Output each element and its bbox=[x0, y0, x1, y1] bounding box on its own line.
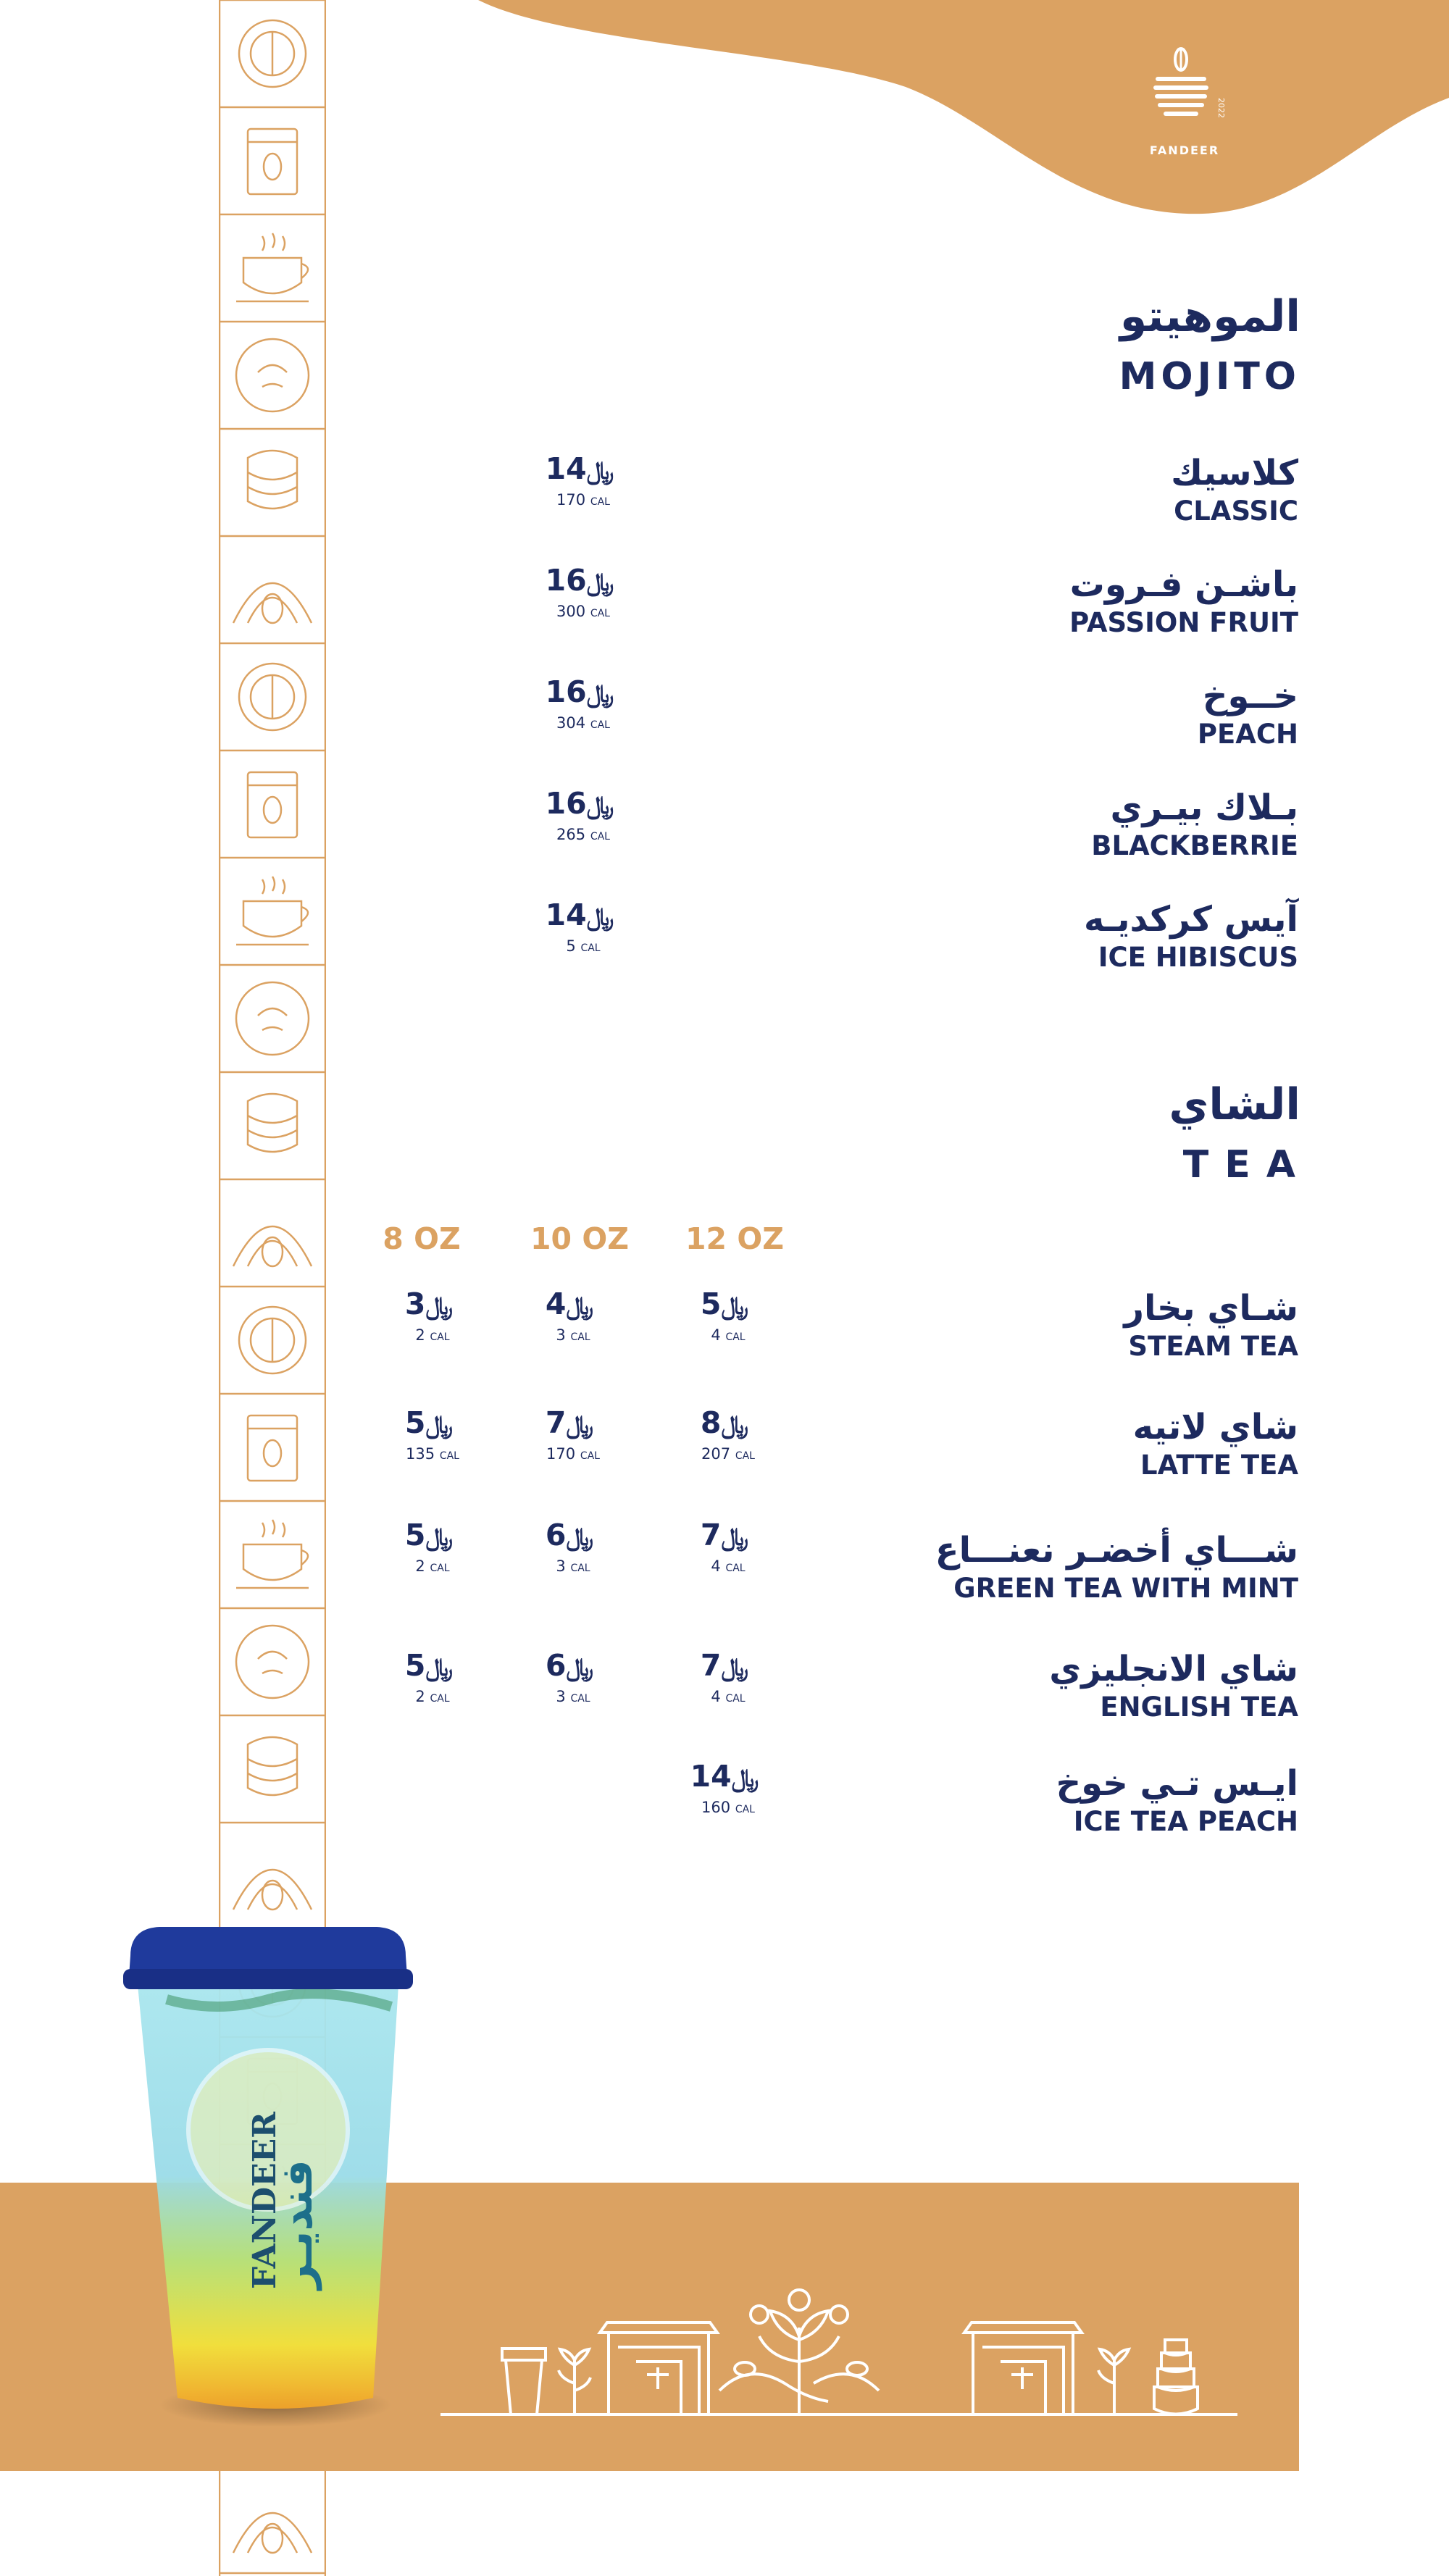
calorie-value: 2 bbox=[415, 1557, 425, 1575]
brand-year: 2022 bbox=[1216, 98, 1226, 118]
price-amount: 16 bbox=[545, 674, 587, 709]
price-amount: 6 bbox=[545, 1518, 567, 1552]
price-tag bbox=[522, 674, 645, 736]
price-amount: 14 bbox=[690, 1759, 732, 1794]
price-tag bbox=[511, 1517, 635, 1579]
tea-item bbox=[1056, 1761, 1298, 1838]
mojito-title-ar: الموهيتو bbox=[1119, 291, 1300, 342]
price-tag bbox=[371, 1286, 494, 1348]
price-amount: 16 bbox=[545, 563, 587, 598]
calorie-value: 300 bbox=[556, 603, 586, 620]
price-amount: 8 bbox=[700, 1405, 722, 1440]
calorie-unit: CAL bbox=[430, 1693, 450, 1705]
riyal-symbol-icon: ﷼ bbox=[721, 1653, 749, 1682]
riyal-symbol-icon: ﷼ bbox=[586, 679, 614, 708]
price-amount: 5 bbox=[404, 1648, 426, 1683]
price-amount: 5 bbox=[404, 1405, 426, 1440]
item-name-ar: بـلاك بيـري bbox=[1110, 787, 1298, 828]
price-tag bbox=[522, 562, 645, 624]
price-tag bbox=[667, 1758, 790, 1820]
calorie-value: 4 bbox=[711, 1326, 721, 1344]
calorie-value: 304 bbox=[556, 714, 586, 732]
calorie-value: 265 bbox=[556, 826, 586, 843]
tea-item bbox=[1133, 1405, 1298, 1481]
calorie-value: 4 bbox=[711, 1557, 721, 1575]
price-amount: 7 bbox=[700, 1648, 722, 1683]
item-name-ar: آيس كركديـه bbox=[1084, 899, 1298, 940]
mojito-item bbox=[1198, 674, 1298, 750]
item-name-ar: باشـن فـروت bbox=[1069, 564, 1298, 605]
item-name-en: CLASSIC bbox=[1174, 495, 1298, 527]
mojito-title-en: MOJITO bbox=[1119, 355, 1300, 398]
riyal-symbol-icon: ﷼ bbox=[566, 1292, 594, 1321]
calorie-value: 5 bbox=[566, 937, 576, 955]
calorie-value: 3 bbox=[556, 1688, 566, 1705]
price-amount: 14 bbox=[545, 898, 587, 932]
calorie-unit: CAL bbox=[725, 1693, 746, 1705]
calorie-unit: CAL bbox=[735, 1450, 755, 1462]
price-tag bbox=[667, 1647, 790, 1710]
riyal-symbol-icon: ﷼ bbox=[731, 1764, 759, 1793]
calorie-unit: CAL bbox=[580, 942, 601, 954]
price-tag bbox=[522, 785, 645, 848]
riyal-symbol-icon: ﷼ bbox=[586, 568, 614, 597]
price-amount: 5 bbox=[700, 1287, 722, 1321]
calorie-value: 4 bbox=[711, 1688, 721, 1705]
item-name-en: ICE TEA PEACH bbox=[1073, 1806, 1298, 1837]
price-tag bbox=[371, 1405, 494, 1467]
calorie-value: 2 bbox=[415, 1326, 425, 1344]
riyal-symbol-icon: ﷼ bbox=[586, 791, 614, 820]
mojito-item bbox=[1084, 897, 1298, 974]
item-name-en: PASSION FRUIT bbox=[1069, 607, 1298, 638]
calorie-value: 3 bbox=[556, 1557, 566, 1575]
calorie-value: 170 bbox=[546, 1445, 576, 1463]
calorie-value: 207 bbox=[701, 1445, 731, 1463]
price-amount: 4 bbox=[545, 1287, 567, 1321]
item-name-en: GREEN TEA WITH MINT bbox=[953, 1573, 1298, 1604]
calorie-unit: CAL bbox=[439, 1450, 459, 1462]
riyal-symbol-icon: ﷼ bbox=[586, 903, 614, 932]
item-name-ar: شـــاي أخضـر نعنـــاع bbox=[935, 1530, 1298, 1571]
tea-title-en: TEA bbox=[1182, 1143, 1311, 1187]
item-name-ar: خــوخ bbox=[1202, 676, 1298, 716]
item-name-en: BLACKBERRIE bbox=[1091, 830, 1298, 861]
price-amount: 7 bbox=[700, 1518, 722, 1552]
calorie-unit: CAL bbox=[580, 1450, 600, 1462]
cafe-line-art-illustration bbox=[440, 2282, 1245, 2423]
calorie-value: 170 bbox=[556, 491, 586, 509]
price-amount: 5 bbox=[404, 1518, 426, 1552]
riyal-symbol-icon: ﷼ bbox=[721, 1523, 749, 1552]
cup-brand-ar: فنديـر bbox=[272, 2159, 322, 2289]
price-amount: 14 bbox=[545, 451, 587, 486]
price-amount: 6 bbox=[545, 1648, 567, 1683]
calorie-unit: CAL bbox=[590, 496, 610, 508]
price-amount: 16 bbox=[545, 786, 587, 821]
price-amount: 3 bbox=[404, 1287, 426, 1321]
price-tag bbox=[511, 1286, 635, 1348]
top-wave-decoration bbox=[0, 0, 1449, 225]
calorie-unit: CAL bbox=[590, 608, 610, 619]
calorie-unit: CAL bbox=[430, 1331, 450, 1343]
calorie-unit: CAL bbox=[430, 1563, 450, 1574]
item-name-en: STEAM TEA bbox=[1128, 1331, 1298, 1362]
item-name-ar: شاي لاتيه bbox=[1132, 1407, 1298, 1447]
cup-logo-icon bbox=[1137, 43, 1232, 138]
riyal-symbol-icon: ﷼ bbox=[586, 456, 614, 485]
tea-item bbox=[1049, 1647, 1298, 1723]
brand-logo bbox=[1137, 43, 1232, 167]
brand-name: FANDEER bbox=[1149, 143, 1220, 157]
item-name-ar: شاي الانجليزي bbox=[1049, 1649, 1298, 1689]
size-header-12oz: 12 OZ bbox=[685, 1221, 784, 1256]
price-tag bbox=[511, 1647, 635, 1710]
calorie-unit: CAL bbox=[570, 1563, 590, 1574]
riyal-symbol-icon: ﷼ bbox=[425, 1523, 454, 1552]
calorie-unit: CAL bbox=[725, 1331, 746, 1343]
size-header-10oz: 10 OZ bbox=[530, 1221, 629, 1256]
mojito-item bbox=[1171, 451, 1298, 527]
mojito-cup-image bbox=[123, 1912, 413, 2434]
calorie-unit: CAL bbox=[725, 1563, 746, 1574]
item-name-ar: ايـس تـي خوخ bbox=[1056, 1763, 1298, 1804]
price-tag bbox=[371, 1647, 494, 1710]
size-header-8oz: 8 OZ bbox=[383, 1221, 461, 1256]
calorie-value: 2 bbox=[415, 1688, 425, 1705]
calorie-value: 160 bbox=[701, 1799, 731, 1816]
item-name-en: ENGLISH TEA bbox=[1100, 1691, 1298, 1723]
price-tag bbox=[522, 897, 645, 959]
cup-brand-en: FANDEER bbox=[246, 2112, 283, 2289]
calorie-unit: CAL bbox=[590, 719, 610, 731]
riyal-symbol-icon: ﷼ bbox=[566, 1653, 594, 1682]
mojito-item bbox=[1069, 562, 1298, 639]
riyal-symbol-icon: ﷼ bbox=[721, 1292, 749, 1321]
item-name-en: PEACH bbox=[1197, 719, 1298, 750]
price-tag bbox=[511, 1405, 635, 1467]
riyal-symbol-icon: ﷼ bbox=[721, 1410, 749, 1439]
mojito-item bbox=[1091, 785, 1298, 862]
item-name-ar: شـاي بخار bbox=[1124, 1288, 1298, 1329]
calorie-unit: CAL bbox=[570, 1331, 590, 1343]
price-tag bbox=[667, 1517, 790, 1579]
riyal-symbol-icon: ﷼ bbox=[566, 1410, 594, 1439]
tea-title-ar: الشاي bbox=[1169, 1079, 1300, 1130]
item-name-en: LATTE TEA bbox=[1140, 1450, 1298, 1481]
calorie-unit: CAL bbox=[590, 831, 610, 842]
price-amount: 7 bbox=[545, 1405, 567, 1440]
riyal-symbol-icon: ﷼ bbox=[425, 1653, 454, 1682]
tea-item bbox=[1124, 1286, 1298, 1363]
price-tag bbox=[667, 1286, 790, 1348]
price-tag bbox=[371, 1517, 494, 1579]
tea-item bbox=[935, 1528, 1298, 1605]
price-tag bbox=[522, 451, 645, 513]
calorie-value: 135 bbox=[406, 1445, 435, 1463]
calorie-unit: CAL bbox=[735, 1804, 755, 1815]
riyal-symbol-icon: ﷼ bbox=[425, 1410, 454, 1439]
calorie-value: 3 bbox=[556, 1326, 566, 1344]
riyal-symbol-icon: ﷼ bbox=[566, 1523, 594, 1552]
calorie-unit: CAL bbox=[570, 1693, 590, 1705]
item-name-en: ICE HIBISCUS bbox=[1098, 942, 1298, 973]
price-tag bbox=[667, 1405, 790, 1467]
riyal-symbol-icon: ﷼ bbox=[425, 1292, 454, 1321]
item-name-ar: كلاسيك bbox=[1171, 453, 1298, 493]
